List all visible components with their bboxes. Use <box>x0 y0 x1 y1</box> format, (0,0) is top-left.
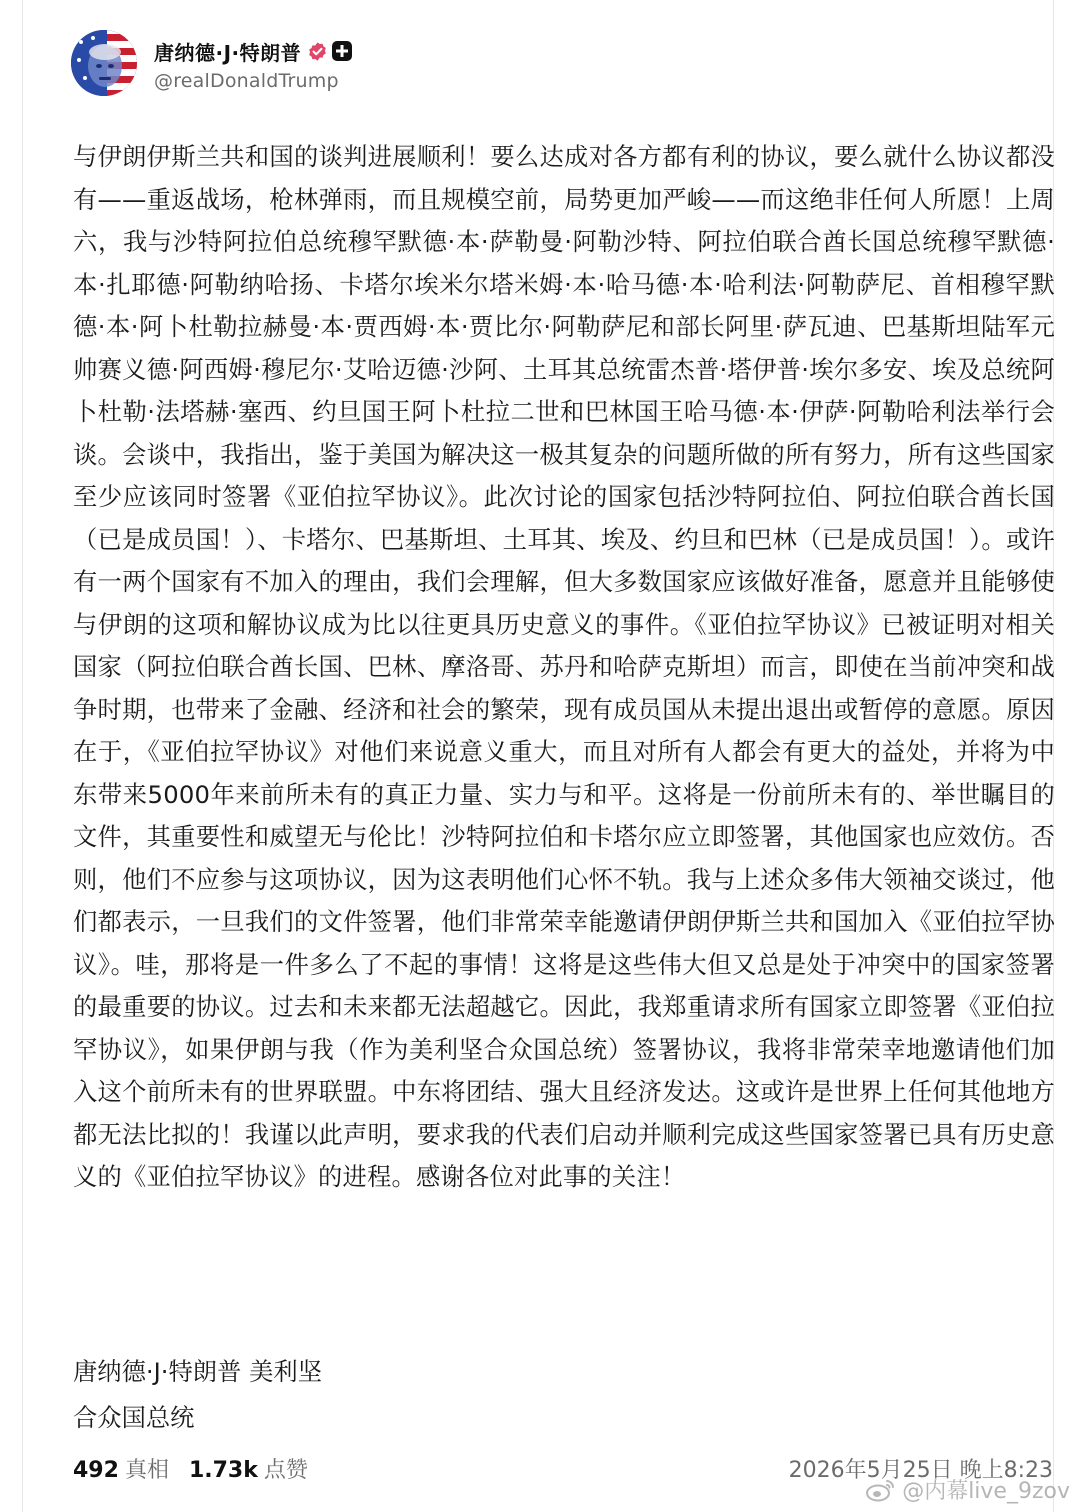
author-name-row <box>154 34 352 68</box>
verified-badge-icon <box>307 41 328 62</box>
likes-label: 点赞 <box>263 1457 308 1483</box>
author-handle[interactable]: @realDonaldTrump <box>154 70 339 92</box>
post-card <box>22 0 1054 1512</box>
truths-label: 真相 <box>124 1457 169 1483</box>
truths-count: 492 <box>73 1457 119 1483</box>
likes-stat[interactable] <box>189 1453 308 1484</box>
post-timestamp[interactable]: 2026年5月25日 晚上8:23 <box>788 1457 1053 1483</box>
post-signature <box>73 1349 322 1441</box>
post-body-text: 与伊朗伊斯兰共和国的谈判进展顺利！要么达成对各方都有利的协议，要么就什么协议都没有——重返战场，枪林弹雨，而且规模空前，局势更加严峻——而这绝非任何人所愿！上周六，我与沙特阿拉伯总统穆罕默德·本·萨勒曼·阿勒沙特、阿拉伯联合酋长国总统穆罕默德·本·扎耶德·阿勒纳哈扬、卡塔尔埃米尔塔米姆·本·哈马德·本·哈利法·阿勒萨尼、首相穆罕默德·本·阿卜杜勒拉赫曼·本·贾西姆·本·贾比尔·阿勒萨尼和部长阿里·萨瓦迪、巴基斯坦陆军元帅赛义德·阿西姆·穆尼尔·艾哈迈德·沙阿、土耳其总统雷杰普·塔伊普·埃尔多安、埃及总统阿卜杜勒·法塔赫·塞西、约旦国王阿卜杜拉二世和巴林国王哈马德·本·伊萨·阿勒哈利法举行会谈。会谈中，我指出，鉴于美国为解决这一极其复杂的问题所做的所有努力，所有这些国家至少应该同时签署《亚伯拉罕协议》。此次讨论的国家包括沙特阿拉伯、阿拉伯联合酋长国（已是成员国！）、卡塔尔、巴基斯坦、土耳其、埃及、约旦和巴林（已是成员国！）。或许有一两个国家有不加入的理由，我们会理解，但大多数国家应该做好准备，愿意并且能够使与伊朗的这项和解协议成为比以往更具历史意义的事件。《亚伯拉罕协议》已被证明对相关国家（阿拉伯联合酋长国、巴林、摩洛哥、苏丹和哈萨克斯坦）而言，即使在当前冲突和战争时期，也带来了金融、经济和社会的繁荣，现有成员国从未提出退出或暂停的意愿。原因在于，《亚伯拉罕协议》对他们来说意义重大，而且对所有人都会有更大的益处，并将为中东带来5000年来前所未有的真正力量、实力与和平。这将是一份前所未有的、举世瞩目的文件，其重要性和威望无与伦比！沙特阿拉伯和卡塔尔应立即签署，其他国家也应效仿。否则，他们不应参与这项协议，因为这表明他们心怀不轨。我与上述众多伟大领袖交谈过，他们都表示，一旦我们的文件签署，他们非常荣幸能邀请伊朗伊斯兰共和国加入《亚伯拉罕协议》。哇，那将是一件多么了不起的事情！这将是这些伟大但又总是处于冲突中的国家签署的最重要的协议。过去和未来都无法超越它。因此，我郑重请求所有国家立即签署《亚伯拉罕协议》，如果伊朗与我（作为美利坚合众国总统）签署协议，我将非常荣幸地邀请他们加入这个前所未有的世界联盟。中东将团结、强大且经济发达。这或许是世界上任何其他地方都无法比拟的！我谨以此声明，要求我的代表们启动并顺利完成这些国家签署已具有历史意义的《亚伯拉罕协议》的进程。感谢各位对此事的关注！ <box>73 142 1055 1191</box>
truths-stat[interactable] <box>73 1453 169 1484</box>
signature-line-2: 合众国总统 <box>73 1403 195 1432</box>
plus-badge-icon <box>332 41 352 61</box>
watermark-text: @内幕live_9zov <box>902 1479 1070 1504</box>
author-avatar[interactable] <box>71 30 137 96</box>
author-name-block <box>154 34 352 92</box>
signature-line-1: 唐纳德·J·特朗普 美利坚 <box>73 1357 323 1386</box>
likes-count: 1.73k <box>188 1457 258 1483</box>
author-display-name[interactable]: 唐纳德·J·特朗普 <box>154 40 302 65</box>
weibo-logo-icon <box>866 1478 896 1502</box>
watermark <box>866 1474 1070 1505</box>
post-header <box>71 30 352 96</box>
